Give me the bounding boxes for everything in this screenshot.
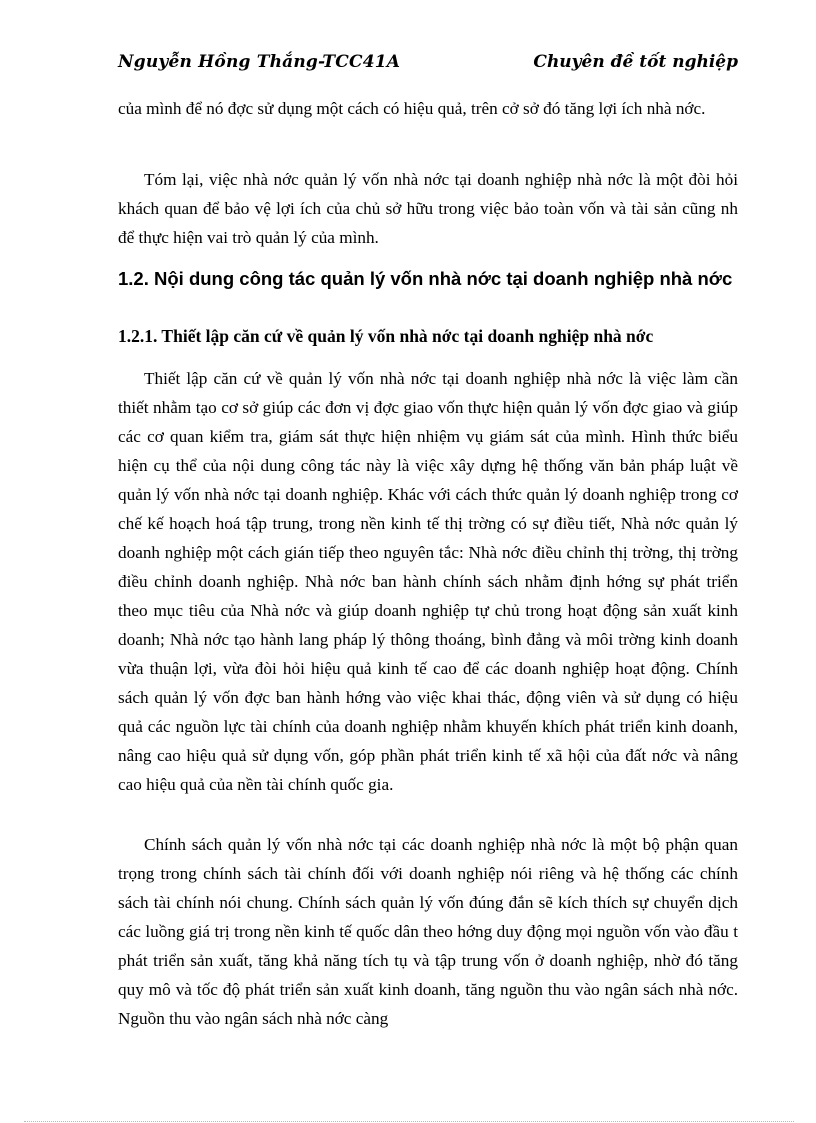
section-heading-1-2: 1.2. Nội dung công tác quản lý vốn nhà nớc tại doanh nghiệp nhà nớc (118, 268, 733, 289)
page-bottom-divider (24, 1121, 794, 1122)
subsection-heading-1-2-1: 1.2.1. Thiết lập căn cứ về quản lý vốn nhà nớc tại doanh nghiệp nhà nớc (118, 326, 654, 346)
paragraph-text: Thiết lập căn cứ về quản lý vốn nhà nớc tại doanh nghiệp nhà nớc là việc làm cần thiết nhằm tạo cơ sở giúp các đơn vị đợc giao vốn thực hiện quản lý vốn đợc giao và giúp các cơ quan kiểm tra, giám sát thực hiện nhiệm vụ giám sát của mình. Hình thức biểu hiện cụ thể của nội dung công tác này là việc xây dựng hệ thống văn bản pháp luật về quản lý vốn nhà nớc tại doanh nghiệp. Khác với cách thức quản lý doanh nghiệp trong cơ chế kế hoạch hoá tập trung, trong nền kinh tế thị trờng có sự điều tiết, Nhà nớc quản lý doanh nghiệp một cách gián tiếp theo nguyên tắc: Nhà nớc điều chỉnh thị trờng, thị trờng điều chỉnh doanh nghiệp. Nhà nớc ban hành chính sách nhằm định hớng sự phát triển theo mục tiêu của Nhà nớc và giúp doanh nghiệp tự chủ trong hoạt động sản xuất kinh doanh; Nhà nớc tạo hành lang pháp lý thông thoáng, bình đẳng và môi trờng kinh doanh vừa thuận lợi, vừa đòi hỏi hiệu quả kinh tế cao để các doanh nghiệp hoạt động. Chính sách quản lý vốn đợc ban hành hớng vào việc khai thác, động viên và sử dụng có hiệu quả các nguồn lực tài chính của doanh nghiệp nhằm khuyến khích phát triển kinh doanh, nâng cao hiệu quả sử dụng vốn, góp phần phát triển kinh tế xã hội của đất nớc và nâng cao hiệu quả của nền tài chính quốc gia. (118, 369, 738, 794)
paragraph-text: của mình để nó đợc sử dụng một cách có hiệu quả, trên cở sở đó tăng lợi ích nhà nớc. (118, 99, 706, 118)
paragraph-legal-basis (118, 364, 738, 799)
header-title: Chuyên đề tốt nghiệp (533, 52, 738, 72)
paragraph-text: Chính sách quản lý vốn nhà nớc tại các doanh nghiệp nhà nớc là một bộ phận quan trọng trong chính sách tài chính đối với doanh nghiệp nói riêng và hệ thống các chính sách tài chính nói chung. Chính sách quản lý vốn đúng đắn sẽ kích thích sự chuyển dịch các luồng giá trị trong nền kinh tế quốc dân theo hớng duy động mọi nguồn vốn vào đầu t phát triển sản xuất, tăng khả năng tích tụ và tập trung vốn ở doanh nghiệp, nhờ đó tăng quy mô và tốc độ phát triển sản xuất kinh doanh, tăng nguồn thu vào ngân sách nhà nớc. Nguồn thu vào ngân sách nhà nớc càng (118, 835, 738, 1028)
paragraph-policy (118, 830, 738, 1033)
paragraph-text: Tóm lại, việc nhà nớc quản lý vốn nhà nớc tại doanh nghiệp nhà nớc là một đòi hỏi khách quan để bảo vệ lợi ích của chủ sở hữu trong việc bảo toàn vốn và tài sản cũng nh để thực hiện vai trò quản lý của mình. (118, 170, 738, 247)
header-author: Nguyễn Hồng Thắng-TCC41A (118, 52, 401, 72)
paragraph-intro-continued (118, 94, 738, 123)
paragraph-summary (118, 165, 738, 252)
